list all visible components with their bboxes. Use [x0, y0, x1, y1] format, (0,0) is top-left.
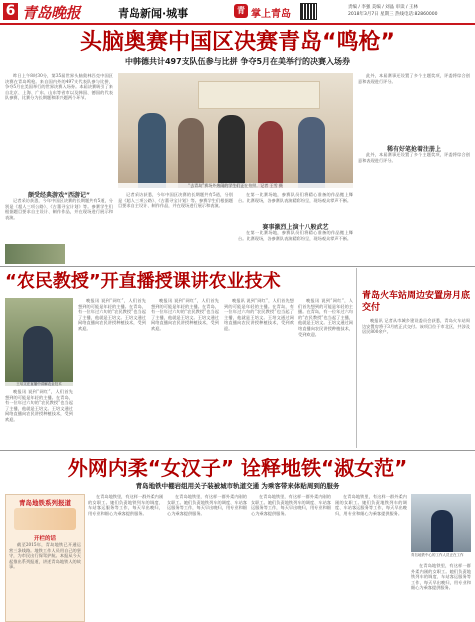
story2-col3-text	[151, 298, 219, 448]
story3-subhead: 青岛地铁中棚岩组用关子装被城市轨道交通 为乘客带来体贴周到的服务	[135, 482, 340, 490]
story1-col1-text	[5, 198, 113, 243]
section-title: 青岛新闻·城事	[118, 7, 189, 20]
story2-col4-paragraph: 晚报讯 说到“网红”，人们首先想到的可能是年轻的主播。在青岛，有一位年过六旬的“农民教授”也当起了主播，他就是王培文。王培文通过网络直播向农民讲授种植技术，受到欢迎。	[224, 298, 294, 331]
story1-subtitle2: 赛事激烈上演十八般武艺	[262, 224, 329, 231]
story1-subhead: 中韩德共计497支队伍参与比拼 争夺5月在美举行的决赛入场券	[124, 57, 351, 66]
series-badge-paragraph: 截至2015年，青岛地铁已开通运营三条线路。地铁工作人员用自己的坚守，为市民出行保驾护航。本报从今天起推出系列报道，讲述青岛地铁人的故事。	[9, 542, 81, 570]
story1-col1-paragraph: 记者采访获悉，今年中国区决赛的长期题共有5道，分别是《超人三项公路》、《古董寻宝计划》等。参赛学生们根据题目要求自主设计、制作作品，并在现场进行展示和表演。	[5, 198, 113, 220]
photo-person	[258, 121, 283, 188]
photo-person	[431, 510, 453, 552]
app-name: 掌上青岛	[251, 9, 291, 20]
story2-col2-text	[78, 298, 146, 448]
story3-col4-paragraph: 在青岛地铁里，有这样一群外柔内刚的女职工。她们负责地铁列车的调度、车站客运服务等工作，每天早出晚归，用专业和细心为乘客提供服务。	[335, 494, 407, 516]
story1-col2-text	[118, 192, 233, 264]
date-line: 2018年3月7日 星期三 热线电话:82860000	[348, 12, 438, 17]
story3-col4-text	[335, 494, 407, 620]
sidebar-divider	[356, 268, 357, 448]
qingdao-app-icon: 青	[234, 4, 248, 18]
photo-person	[23, 326, 53, 386]
story1-inset-photo	[5, 244, 65, 264]
story2-col1-paragraph: 晚报讯 说到“网红”，人们首先想到的可能是年轻的主播。在青岛，有一位年过六旬的“农民教授”也当起了主播，他就是王培文。王培文通过网络直播向农民讲授种植技术，受到欢迎。	[5, 389, 73, 422]
section-divider	[0, 266, 475, 267]
story3-col3-text	[251, 494, 331, 620]
story3-col5-paragraph: 在青岛地铁里，有这样一群外柔内刚的女职工。她们负责地铁列车的调度、车站客运服务等工作，每天早出晚归，用专业和细心为乘客提供服务。	[411, 563, 471, 591]
story2-sidebar-text	[362, 318, 470, 448]
story1-photo-caption: “去青岛”赛场外热闹的学生们正在拍照。记者 王雪 摄	[118, 183, 353, 188]
story1-lead-text	[5, 73, 113, 185]
series-badge-title: 青岛地铁系列报道	[19, 499, 71, 507]
story3-col2-paragraph: 在青岛地铁里，有这样一群外柔内刚的女职工。她们负责地铁列车的调度、车站客运服务等工作，每天早出晚归，用专业和细心为乘客提供服务。	[167, 494, 247, 516]
story2-headline: “农民教授”开直播授课讲农业技术	[5, 271, 281, 292]
story2-photo	[5, 298, 73, 386]
story1-lead-paragraph: 昨日上午8时30分，第35届世界头脑奥林匹克中国区决赛在青岛鸣枪。来自国内外的497支代表队参与比拼，争夺5月在美国举行的世界决赛入场券。本届决赛吸引了来自北京、上海、广东、山东等省市以及韩国、德国的代表队参赛，比赛分为长期题和即兴题两个环节。	[5, 73, 113, 101]
series-badge-text	[9, 542, 81, 618]
story3-col5-text	[411, 563, 471, 620]
page-number: 6	[3, 3, 18, 20]
story1-col3b-paragraph: 在第一比赛场地，参赛队员们将精心准备的作品搬上舞台。比赛现场，各参赛队表演精彩纷呈，现场观众掌声不断。	[238, 230, 353, 241]
story2-col3-paragraph: 晚报讯 说到“网红”，人们首先想到的可能是年轻的主播。在青岛，有一位年过六旬的“农民教授”也当起了主播，他就是王培文。王培文通过网络直播向农民讲授种植技术，受到欢迎。	[151, 298, 219, 331]
story1-right-text2	[358, 152, 470, 252]
story1-col3-text	[238, 192, 353, 220]
editor-line: 责编 / 李强 美编 / 刘晶 审读 / 王林	[348, 5, 418, 10]
story3-col1-paragraph: 在青岛地铁里，有这样一群外柔内刚的女职工。她们负责地铁列车的调度、车站客运服务等工作，每天早出晚归，用专业和细心为乘客提供服务。	[88, 494, 163, 516]
story2-photo-caption: 王培文在直播中讲解农业技术	[5, 382, 73, 387]
story2-col5-paragraph: 晚报讯 说到“网红”，人们首先想到的可能是年轻的主播。在青岛，有一位年过六旬的“农民教授”也当起了主播，他就是王培文。王培文通过网络直播向农民讲授种植技术，受到欢迎。	[298, 298, 353, 337]
photo-person	[218, 115, 245, 188]
story1-headline: 头脑奥赛中国区决赛青岛“鸣枪”	[80, 30, 395, 55]
story2-col2-paragraph: 晚报讯 说到“网红”，人们首先想到的可能是年轻的主播。在青岛，有一位年过六旬的“农民教授”也当起了主播，他就是王培文。王培文通过网络直播向农民讲授种植技术，受到欢迎。	[78, 298, 146, 331]
story3-headline: 外网内柔“女汉子” 诠释地铁“淑女范”	[67, 456, 408, 480]
story2-sidebar-headline: 青岛火车站周边安置房月底交付	[362, 291, 471, 313]
photo-person	[178, 118, 204, 188]
story1-subtitle3: 稀有好笔抢着注册上	[386, 146, 441, 153]
series-badge-sub: 开栏的话	[33, 536, 56, 542]
story1-col2-paragraph: 记者采访获悉，今年中国区决赛的长期题共有5道，分别是《超人三项公路》、《古董寻宝计划》等。参赛学生们根据题目要求自主设计、制作作品，并在现场进行展示和表演。	[118, 192, 233, 209]
paper-logo: 青岛晚报	[22, 4, 81, 22]
story1-right-paragraph2: 此外，本届赛事还设置了多个主题奖项，评委将综合创意和表现进行评分。	[358, 152, 470, 163]
story2-col5-text	[298, 298, 353, 448]
story1-photo	[118, 73, 353, 188]
photo-person	[138, 113, 166, 188]
masthead	[0, 0, 475, 26]
story3-col3-paragraph: 在青岛地铁里，有这样一群外柔内刚的女职工。她们负责地铁列车的调度、车站客运服务等工作，每天早出晚归，用专业和细心为乘客提供服务。	[251, 494, 331, 516]
photo-banner	[198, 81, 320, 109]
story2-col4-text	[224, 298, 294, 448]
masthead-rule	[0, 23, 475, 25]
story1-right-paragraph: 此外，本届赛事还设置了多个主题奖项，评委将综合创意和表现进行评分。	[358, 73, 470, 84]
story3-col2-text	[167, 494, 247, 620]
photo-person	[298, 117, 325, 188]
story3-photo-caption: 青岛地铁中心的工作人员正在工作	[411, 553, 464, 557]
story2-sidebar-paragraph: 晚报讯 记者从市城乡建设委员会获悉，青岛火车站周边安置房将于3月底正式交付。该项目位于市北区，共涉及居民800余户。	[362, 318, 470, 335]
story1-right-text	[358, 73, 470, 141]
series-badge	[5, 494, 85, 622]
story1-col3-paragraph: 在第一比赛场地，参赛队员们将精心准备的作品搬上舞台。比赛现场，各参赛队表演精彩纷呈，现场观众掌声不断。	[238, 192, 353, 203]
qr-code-icon	[300, 3, 317, 20]
story3-col1-text	[88, 494, 163, 620]
story2-col1-text	[5, 389, 73, 449]
series-badge-graphic	[14, 508, 76, 530]
story1-col3b-text	[238, 230, 353, 264]
section-divider	[0, 450, 475, 451]
story3-photo	[411, 494, 471, 552]
story1-subtitle1: 颇受经典游戏“西游记”	[28, 192, 90, 199]
